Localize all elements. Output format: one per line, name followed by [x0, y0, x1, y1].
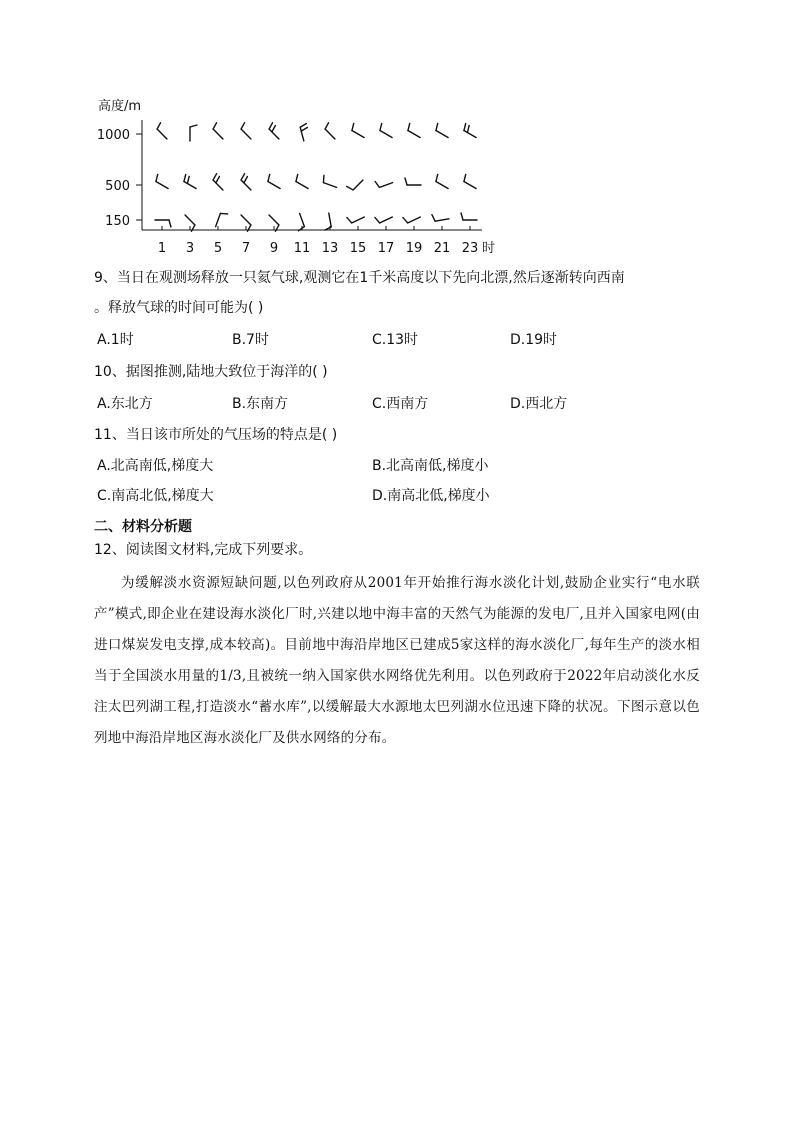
barb-feather [268, 174, 270, 181]
x-tick-label: 21 [433, 241, 451, 256]
q11-option-b[interactable]: B.北高南低,梯度小 [372, 458, 489, 474]
q11-option-d[interactable]: D.南高北低,梯度小 [372, 488, 490, 504]
wind-barb [216, 213, 228, 226]
barb-shaft [435, 219, 449, 221]
x-tick-label: 19 [405, 241, 423, 256]
barb-feather [464, 174, 466, 181]
barb-feather [436, 123, 438, 130]
wind-barb [461, 213, 477, 220]
barb-feather [272, 126, 276, 132]
material-paragraph: 为缓解淡水资源短缺问题,以色列政府从2001年开始推行海水淡化计划,鼓励企业实行“电水联产”模式,即企业在建设海水淡化厂时,兴建以地中海丰富的天然气为能源的发电厂,且并入国家电网(由进口煤炭发电支撑,成本较高)。目前地中海沿岸地区已建成5家这样的海水淡化厂,每年生产的淡水相当于全国淡水用量的1/3,且被统一纳入国家供水网络优先利用。以色列政府于2022年启动淡化水反注太巴列湖工程,打造淡水“蓄水库”,以缓解最大水源地太巴列湖水位迅速下降的状况。下图示意以色列地中海沿岸地区海水淡化厂及供水网络的分布。 [94, 575, 700, 746]
barb-feather [405, 178, 407, 185]
wind-barb [157, 123, 167, 139]
q10-option-b[interactable]: B.东南方 [232, 396, 289, 412]
wind-barb [347, 217, 364, 223]
wind-barb [300, 123, 307, 140]
barb-feather [241, 174, 245, 180]
wind-barb [299, 213, 305, 230]
x-tick-label: 23 [461, 241, 479, 256]
barb-feather [213, 123, 217, 129]
y-tick-label: 1000 [96, 128, 130, 143]
barb-shaft [379, 183, 392, 188]
barb-feather [436, 174, 438, 181]
barb-feather [220, 213, 227, 214]
x-tick-label: 1 [157, 241, 167, 256]
barb-feather [352, 123, 354, 130]
wind-barb [375, 182, 392, 188]
q9-stem-line1: 9、当日在观测场释放一只氦气球,观测它在1千米高度以下先向北漂,然后逐渐转向西南 [94, 270, 625, 286]
barb-feather [375, 182, 379, 188]
barb-shaft [185, 215, 195, 225]
barb-feather [169, 220, 171, 227]
x-tick-label: 7 [241, 241, 251, 256]
barb-shaft [241, 180, 251, 190]
q9-option-a[interactable]: A.1时 [97, 332, 134, 348]
barb-shaft [296, 182, 308, 189]
barb-feather [156, 174, 158, 181]
x-tick-label: 9 [269, 241, 279, 256]
wind-barb [155, 220, 171, 227]
barb-shaft [241, 129, 251, 139]
wind-barb [213, 174, 223, 190]
wind-barb [241, 123, 251, 139]
barb-shaft [436, 182, 448, 189]
barb-shaft [352, 131, 364, 138]
barb-shaft [329, 213, 331, 227]
barb-shaft [184, 182, 196, 189]
q11-option-c[interactable]: C.南高北低,梯度大 [97, 488, 214, 504]
barb-feather [347, 217, 352, 222]
barb-shaft [323, 183, 336, 188]
barb-feather [301, 127, 307, 131]
wind-barb [296, 174, 308, 188]
wind-barb [323, 175, 336, 187]
wind-barb [325, 213, 332, 230]
barb-feather [464, 123, 466, 130]
barb-feather [403, 217, 408, 222]
wind-barb [436, 123, 448, 137]
barb-shaft [464, 131, 476, 138]
wind-barb [464, 174, 476, 188]
q9-stem-line2: 。释放气球的时间可能为( ) [94, 300, 264, 316]
wind-barb [408, 123, 420, 137]
wind-barb [184, 174, 196, 188]
barb-feather [241, 123, 245, 129]
y-tick-label: 150 [105, 214, 130, 229]
q11-option-a[interactable]: A.北高南低,梯度大 [97, 458, 214, 474]
wind-barb [190, 125, 197, 141]
barb-shaft [300, 213, 305, 226]
wind-barb [268, 174, 280, 188]
wind-barb [375, 217, 392, 223]
wind-barb [347, 180, 363, 190]
barb-shaft [157, 129, 167, 139]
wind-barb [352, 123, 364, 137]
q10-option-c[interactable]: C.西南方 [372, 396, 429, 412]
barb-shaft [213, 129, 223, 139]
q10-option-a[interactable]: A.东北方 [97, 396, 153, 412]
x-tick-label: 11 [293, 241, 311, 256]
wind-barb [380, 123, 392, 137]
barb-shaft [213, 180, 223, 190]
barb-feather [216, 177, 220, 183]
section-title: 二、材料分析题 [94, 519, 192, 535]
barb-shaft [268, 182, 280, 189]
barb-feather [244, 177, 248, 183]
barb-feather [325, 123, 329, 129]
barb-feather [375, 217, 380, 222]
barb-shaft [352, 217, 365, 223]
q9-option-c[interactable]: C.13时 [372, 332, 419, 348]
barb-shaft [436, 131, 448, 138]
wind-barb [436, 174, 448, 188]
barb-feather [300, 123, 306, 127]
barb-feather [213, 174, 217, 180]
barb-feather [461, 213, 463, 220]
q9-option-d[interactable]: D.19时 [510, 332, 558, 348]
barb-shaft [464, 182, 476, 189]
barb-shaft [216, 213, 221, 226]
barb-feather [323, 175, 324, 182]
x-tick-label: 15 [349, 241, 367, 256]
barb-shaft [380, 217, 393, 223]
barb-shaft [269, 129, 279, 139]
barb-feather [467, 125, 469, 132]
x-tick-label: 13 [321, 241, 339, 256]
wind-barb [241, 174, 251, 190]
barb-feather [408, 123, 410, 130]
wind-barb [464, 123, 476, 137]
wind-barb [405, 178, 421, 185]
barb-shaft [325, 129, 335, 139]
wind-barb [156, 174, 168, 188]
barb-shaft [380, 131, 392, 138]
wind-barb-chart [90, 92, 510, 262]
q11-stem: 11、当日该市所处的气压场的特点是( ) [94, 427, 338, 443]
barb-feather [190, 125, 197, 127]
x-axis-unit: 时 [482, 241, 496, 256]
wind-barb [325, 123, 335, 139]
barb-feather [187, 176, 189, 183]
x-tick-label: 5 [213, 241, 223, 256]
barb-feather [296, 174, 298, 181]
q12-stem: 12、阅读图文材料,完成下列要求。 [94, 542, 313, 558]
barb-shaft [408, 131, 420, 138]
q10-stem: 10、据图推测,陆地大致位于海洋的( ) [94, 364, 328, 380]
barb-shaft [156, 182, 168, 189]
barb-feather [347, 186, 353, 190]
barb-shaft [353, 180, 363, 190]
barb-feather [269, 123, 273, 129]
y-tick-label: 500 [105, 179, 130, 194]
barb-feather [380, 123, 382, 130]
barb-shaft [269, 215, 279, 225]
barb-feather [432, 215, 435, 222]
wind-barb [432, 215, 449, 222]
wind-barb [403, 217, 420, 223]
x-tick-label: 17 [377, 241, 395, 256]
q10-option-d[interactable]: D.西北方 [510, 396, 568, 412]
barb-feather [184, 174, 186, 181]
x-tick-label: 3 [185, 241, 195, 256]
q9-option-b[interactable]: B.7时 [232, 332, 269, 348]
barb-shaft [408, 217, 421, 223]
wind-barb [269, 123, 279, 139]
y-axis-label: 高度/m [98, 99, 142, 114]
barb-shaft [241, 215, 251, 225]
wind-barb [213, 123, 223, 139]
barb-feather [157, 123, 161, 129]
